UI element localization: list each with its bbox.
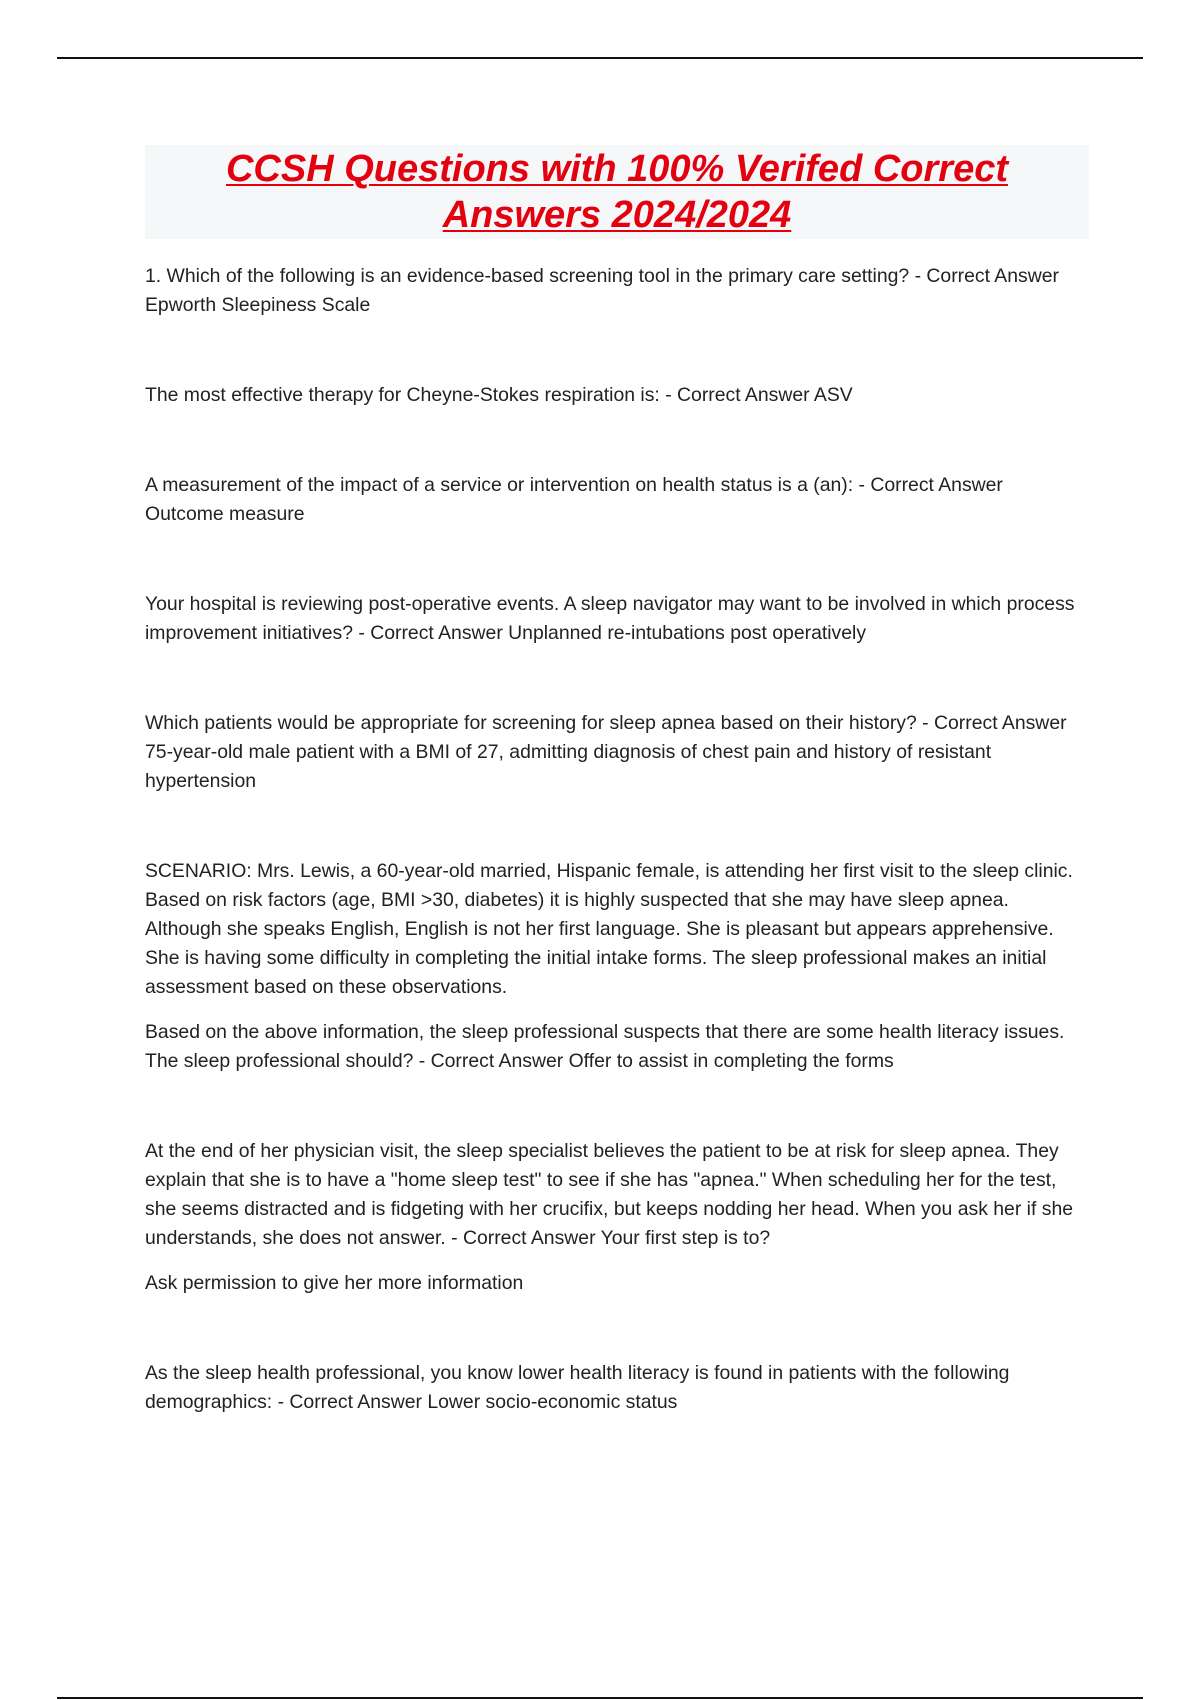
qa-item (145, 857, 1080, 1076)
qa-item (145, 709, 1080, 796)
qa-paragraph: Based on the above information, the sleep professional suspects that there are some health literacy issues. The sleep professional should? - Correct Answer Offer to assist in completing the forms (145, 1021, 1065, 1072)
qa-item (145, 1359, 1080, 1417)
qa-paragraph: 1. Which of the following is an evidence-based screening tool in the primary care setting? - Correct Answer Epworth Sleepiness Scale (145, 265, 1059, 316)
qa-paragraph: As the sleep health professional, you know lower health literacy is found in patients with the following demographics: - Correct Answer Lower socio-economic status (145, 1362, 1010, 1413)
qa-paragraph: Which patients would be appropriate for screening for sleep apnea based on their history? - Correct Answer 75-year-old male patient with a BMI of 27, admitting diagnosis of chest pain and history of resistant hypertension (145, 712, 1067, 792)
title-banner (145, 145, 1089, 239)
qa-list (145, 262, 1080, 1417)
qa-item (145, 381, 1080, 410)
qa-paragraph: SCENARIO: Mrs. Lewis, a 60-year-old married, Hispanic female, is attending her first visit to the sleep clinic. Based on risk factors (age, BMI >30, diabetes) it is highly suspected that she may have sleep apnea. Although she speaks English, English is not her first language. She is pleasant but appears apprehensive. She is having some difficulty in completing the initial intake forms. The sleep professional makes an initial assessment based on these observations. (145, 860, 1073, 998)
qa-paragraph: At the end of her physician visit, the sleep specialist believes the patient to be at risk for sleep apnea. They explain that she is to have a "home sleep test" to see if she has "apnea." When scheduling her for the test, she seems distracted and is fidgeting with her crucifix, but keeps nodding her head. When you ask her if she understands, she does not answer. - Correct Answer Your first step is to? (145, 1140, 1074, 1249)
document-title: CCSH Questions with 100% Verifed Correct Answers 2024/2024 (225, 148, 1008, 236)
qa-item (145, 262, 1080, 320)
qa-item (145, 590, 1080, 648)
bottom-rule (57, 1697, 1143, 1699)
qa-paragraph: The most effective therapy for Cheyne-Stokes respiration is: - Correct Answer ASV (145, 384, 853, 406)
qa-item (145, 471, 1080, 529)
qa-paragraph: Ask permission to give her more information (145, 1272, 524, 1294)
top-rule (57, 57, 1143, 59)
qa-paragraph: A measurement of the impact of a service or intervention on health status is a (an): - Correct Answer Outcome measure (145, 474, 1003, 525)
qa-paragraph: Your hospital is reviewing post-operative events. A sleep navigator may want to be involved in which process improvement initiatives? - Correct Answer Unplanned re-intubations post operatively (145, 593, 1075, 644)
qa-item (145, 1137, 1080, 1298)
